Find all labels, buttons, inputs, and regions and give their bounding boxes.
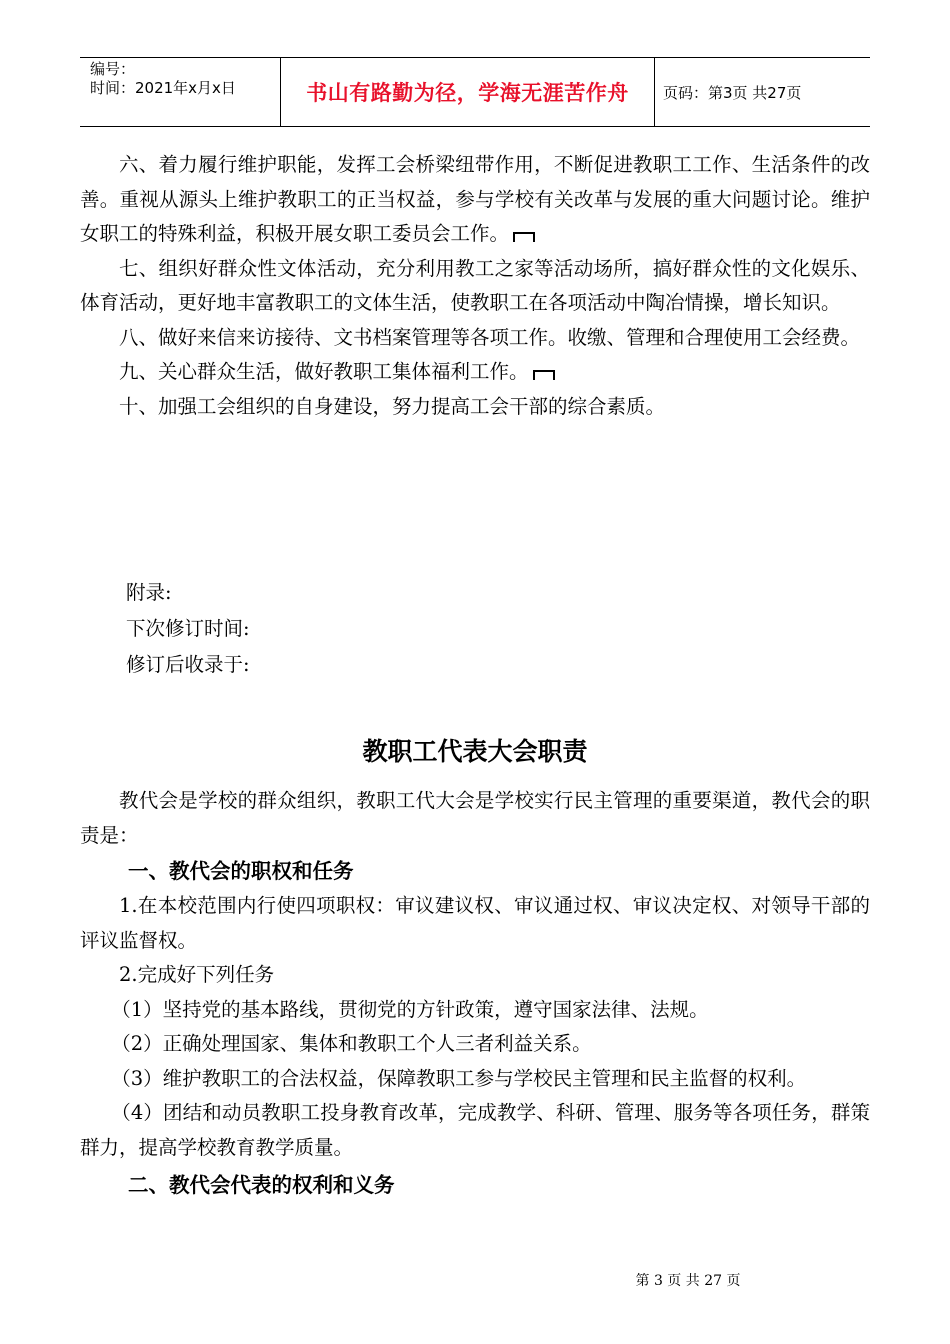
document-title: 教职工代表大会职责 (362, 737, 588, 766)
list-item: 1.在本校范围内行使四项职权：审议建议权、审议通过权、审议决定权、对领导干部的评议监督权。 (80, 894, 870, 952)
appendix-block (126, 575, 250, 683)
paragraph: 八、做好来信来访接待、文书档案管理等各项工作。收缴、管理和合理使用工会经费。 (119, 325, 861, 349)
list-item: 2.完成好下列任务 (119, 963, 275, 986)
list-item: （3）维护教职工的合法权益，保障教职工参与学校民主管理和民主监督的权利。 (111, 1066, 807, 1090)
doc-number-label: 编号： (90, 60, 136, 78)
list-item: （1）坚持党的基本路线，贯彻党的方针政策，遵守国家法律、法规。 (111, 997, 709, 1021)
doc-time-label: 时间：2021年x月x日 (90, 79, 236, 97)
page-header (80, 57, 870, 127)
appendix-label: 附录: (126, 581, 172, 604)
paragraph: 七、组织好群众性文体活动，充分利用教工之家等活动场所，搞好群众性的文化娱乐、体育活动，更好地丰富教职工的文体生活，使教职工在各项活动中陶冶情操，增长知识。 (80, 256, 870, 314)
paragraph: 九、关心群众生活，做好教职工集体福利工作。 (80, 355, 870, 390)
paragraph: 六、着力履行维护职能，发挥工会桥梁纽带作用，不断促进教职工工作、生活条件的改善。重视从源头上维护教职工的正当权益，参与学校有关改革与发展的重大问题讨论。维护女职工的特殊利益，积极开展女职工委员会工作。 (80, 153, 870, 245)
section-heading: 一、教代会的职权和任务 (128, 859, 354, 883)
edit-mark-icon (513, 232, 535, 242)
list-item: （4）团结和动员教职工投身教育改革，完成教学、科研、管理、服务等各项任务，群策群力，提高学校教育教学质量。 (80, 1101, 870, 1159)
header-motto: 书山有路勤为径，学海无涯苦作舟 (281, 58, 655, 126)
next-revision-label: 下次修订时间: (126, 617, 250, 640)
paragraph: 十、加强工会组织的自身建设，努力提高工会干部的综合素质。 (119, 394, 666, 418)
intro-paragraph: 教代会是学校的群众组织，教职工代大会是学校实行民主管理的重要渠道，教代会的职责是： (80, 789, 870, 847)
stored-in-label: 修订后收录于: (126, 653, 250, 676)
list-item: （2）正确处理国家、集体和教职工个人三者利益关系。 (111, 1032, 592, 1055)
section-congress-duties (80, 784, 870, 1203)
section-heading: 二、教代会代表的权利和义务 (128, 1173, 395, 1197)
section-union-duties (80, 148, 870, 424)
header-page-info: 页码：第3页 共27页 (663, 83, 802, 102)
page-footer: 第 3 页 共 27 页 (635, 1273, 741, 1289)
edit-mark-icon (533, 370, 555, 380)
header-meta (80, 58, 281, 126)
